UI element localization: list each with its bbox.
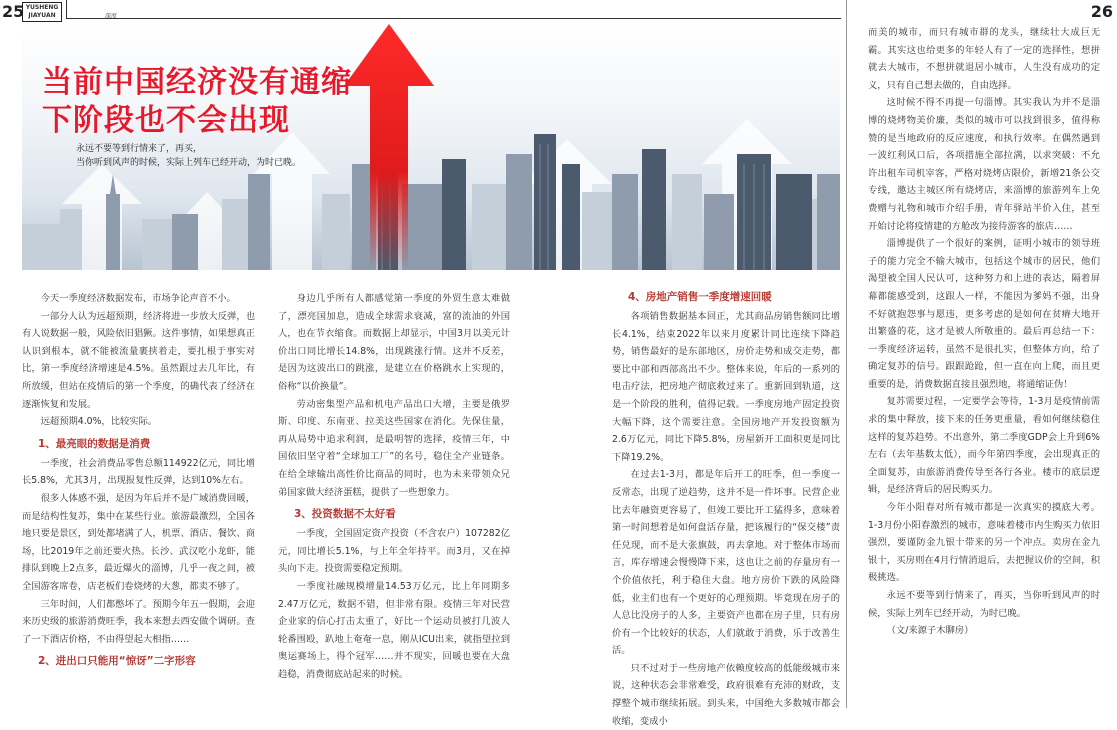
paragraph: 一部分人认为远超预期，经济将进一步放大反弹，也有人说数据一般，风险依旧猖獗。这件事情，如果想真正认识到根本，就不能被流量裹挟着走，要扎根于事实对比，第一季度经济增速是4.5%。虽然跟过去几年比，有所放缓，但站在疫情后的第一个季度，的确代表了经济在逐渐恢复和发展。	[22, 310, 255, 410]
paragraph: 在过去1-3月，都是年后开工的旺季，但一季度一反常态，出现了逆趋势，这并不是一件坏事。民营企业比去年融资更容易了，但竣工要比开工猛得多，意味着第一时间想着是如何盘活存量，把该履行的“保交楼”责任兑现，而不是大张旗鼓，再去拿地。对于整体市场而言，库存增速会慢慢降下来，这也让之前的存量房有一个价值依托，利于稳住大盘。地方房价下跌的风险降低，业主们也有一个更好的心理预期。毕竟现在房子的人总比没房子的人多，主要资产也都在房子里，只有房价有一个比较好的状态，人们就敢于消费，乐于改善生活。	[612, 469, 840, 657]
paragraph: 劳动密集型产品和机电产品出口大增，主要是俄罗斯、印度、东南亚、拉美这些国家在消化。先保住量，再从局势中追求利润，是最明智的选择，疫情三年，中国依旧坚守着“全球加工厂”的名号，稳住全产业链条。在给全球输出高性价比商品的同时，也为未来带领众兄弟国家做大经济蛋糕，提供了一些想象力。	[278, 398, 510, 498]
article-title	[42, 64, 352, 140]
quote-line-1: 永远不要等到行情来了，再买，	[76, 144, 203, 154]
page-gutter	[846, 0, 847, 708]
paragraph: 一季度，全国固定资产投资（不含农户）107282亿元，同比增长5.1%，与上年全年持平。而3月，又在掉头向下走。投资需要稳定预期。	[278, 528, 510, 575]
paragraph: 今年小阳春对所有城市都是一次真实的摸底大考。1-3月份小阳春激烈的城市，意味着楼市内生购买力依旧强烈，要谨防金九银十带来的另一个冲点。卖房在金九银十，买房则在4月行情消退后，去把握议价的空间，积极挑选。	[868, 502, 1100, 584]
hero-image	[22, 24, 840, 270]
logo-top-text: YUSHENG	[25, 4, 59, 11]
text-column-1	[22, 290, 255, 672]
title-line-1: 当前中国经济没有通缩	[42, 65, 352, 100]
author-credit: （文/来源子木聊房）	[886, 625, 974, 637]
section-heading: 4、房地产销售一季度增速回暖	[628, 291, 772, 303]
section-heading: 1、最亮眼的数据是消费	[38, 437, 151, 450]
logo-bottom-text: JIAYUAN	[28, 12, 56, 19]
section-tag: 深度	[105, 13, 118, 20]
paragraph: 一季度社融规模增量14.53万亿元，比上年同期多2.47万亿元，数据不错，但非常有限。疫情三年对民营企业家的信心打击太重了，好比一个运动员被打几波人轮番围殴，趴地上奄奄一息，刚从ICU出来，就指望拉到奥运赛场上，得个冠军……并不现实，回暖也要在大盘趋稳，消费彻底站起来的时候。	[278, 580, 510, 680]
paragraph: 复苏需要过程，一定要学会等待，1-3月是疫情前需求的集中释放，接下来的任务更重量，看如何继续稳住这样的复苏趋势。不出意外，第二季度GDP会上升到6%左右（去年基数太低），而今年第四季度，会出现真正的全面复苏，由旅游消费传导至各行各业。楼市的底层逻辑，是经济背后的居民购买力。	[868, 396, 1100, 496]
article-quote	[76, 142, 301, 170]
title-line-2: 下阶段也不会出现	[42, 103, 290, 138]
magazine-logo	[22, 2, 62, 22]
paragraph: 今天一季度经济数据发布，市场争论声音不小。	[40, 293, 236, 304]
text-column-3	[612, 284, 840, 730]
paragraph: 三年时间，人们都憋坏了。预期今年五一假期，会迎来历史级的旅游消费旺季，我本来想去西安做个调研。查了一下酒店价格，不由得望起大相指……	[22, 598, 255, 645]
paragraph: 只不过对于一些房地产依赖度较高的低能级城市来说，这种状态会非常难受，政府很难有充沛的财政，支撑整个城市继续拓展。到头来，中国绝大多数城市都会收缩，变成小	[612, 662, 840, 727]
quote-line-2: 当你听到风声的时候，实际上列车已经开动，为时已晚。	[76, 158, 302, 168]
text-column-2	[278, 290, 510, 683]
paragraph: 永远不要等到行情来了，再买，当你听到风声的时候，实际上列车已经开动，为时已晚。	[868, 590, 1100, 619]
header-rule	[66, 18, 841, 19]
paragraph: 远超预期4.0%，比较实际。	[40, 416, 158, 428]
section-heading: 2、进出口只能用“惊讶”二字形容	[38, 655, 196, 668]
paragraph: 身边几乎所有人都感觉第一季度的外贸生意太难做了，漂亮国加息，造成全球需求衰减，富的流油的外国人，也在节衣缩食。而数据上却显示，中国3月以美元计价出口同比增长14.8%，出现跳涨行情。这并不反差，是因为这波出口的跳涨，是建立在价格跳水上实现的，俗称“以价换量”。	[278, 293, 510, 392]
paragraph: 而美的城市，而只有城市群的龙头，继续壮大成巨无霸。其实这也给更多的年轻人有了一定的选择性，想拼就去大城市，不想拼就退居小城市，人生没有成功的定义，只有自己想去做的，自由选择。	[868, 27, 1100, 91]
header-divider	[66, 0, 67, 18]
text-column-4	[868, 24, 1100, 640]
page-number-right: 26	[1090, 2, 1113, 21]
paragraph: 很多人体感不强，是因为年后并不是广域消费回暖，而是结构性复苏，集中在某些行业。旅游最激烈，全国各地只要是景区，到处都堵满了人，机票、酒店、餐饮、商场，比2019年之前还要火热。长沙、武汉吃小龙虾，能排队到晚上2点多，最近爆火的淄博，几乎一夜之间，被全国游客席卷，店老板们卷烧烤的大葱，都卖不够了。	[22, 492, 255, 592]
paragraph: 各项销售数据基本回正，尤其商品房销售额同比增长4.1%，结束2022年以来月度累计同比连续下降趋势，销售最好的是东部地区，房价走势和成交走势，都要比中部和西部高出不少。整体来说，年后的一系列的电击疗法，把房地产彻底救过来了。重新回到轨道，这是一个阶段的胜利，值得记载。一季度房地产固定投资大幅下降，这个需要注意。全国房地产开发投资额为2.6万亿元，同比下降5.8%，房屋新开工面积更是同比下降19.2%。	[612, 311, 840, 463]
paragraph: 淄博提供了一个很好的案例，证明小城市的领导班子的能力完全不输大城市，包括这个城市的居民，他们渴望被全国人民认可，这种努力和上进的表达，隔着屏幕都能感受到，这跟人一样，不能因为爹妈不强，出身不好就抱怨事与愿违，更多考虑的是如何在贫瘠大地开出繁盛的花，这才是被人所敬重的。最后再总结一下：一季度经济运转，虽然不是很扎实，但整体方向，给了确定复苏的信号。跟跟跄跄，但一直在向上爬，而且更重要的是，消费数据直接且强烈地，将通缩证伪！	[868, 238, 1100, 390]
paragraph: 一季度，社会消费品零售总额114922亿元，同比增长5.8%，尤其3月，出现报复性反弹，达到10%左右。	[22, 457, 255, 487]
section-heading: 3、投资数据不太好看	[294, 508, 396, 521]
page-number-left: 25	[2, 2, 25, 21]
paragraph: 这时候不得不再提一句淄博。其实我认为并不是淄博的烧烤物美价廉，类似的城市可以找到很多，值得称赞的是当地政府的反应速度，和执行效率。在偶然遇到一波红利风口后，各项措施全部拉满，以求突破：不允许出租车司机宰客，严格对烧烤店限价，新增21条公交专线，邀达主城区所有烧烤店，来淄博的旅游列车上免费赠与礼物和城市介绍手册，青年驿站半价入住，甚至开始讨论将疫情建的方舱改为接待游客的旅店……	[868, 97, 1100, 232]
